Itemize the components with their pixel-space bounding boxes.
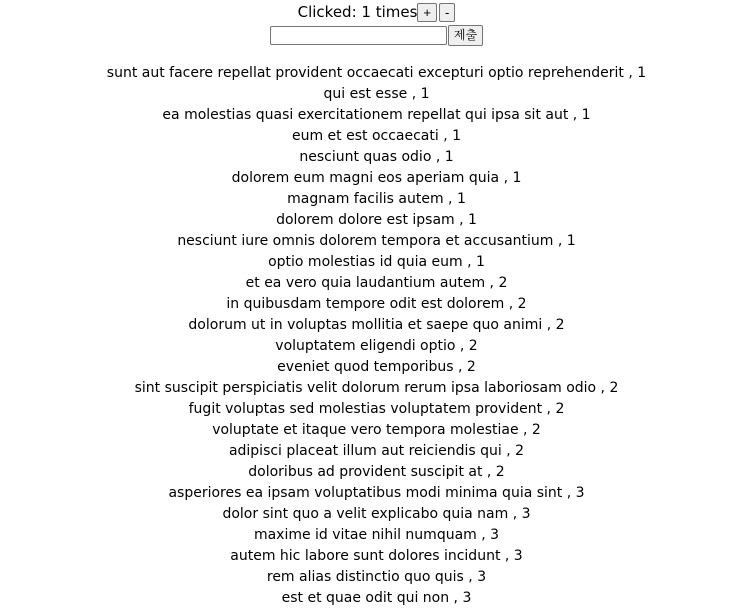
list-item: ea molestias quasi exercitationem repellat qui ipsa sit aut , 1	[162, 107, 591, 123]
list-item: dolorum ut in voluptas mollitia et saepe quo animi , 2	[188, 317, 565, 333]
list-item: et ea vero quia laudantium autem , 2	[245, 275, 508, 291]
list-item: voluptate et itaque vero tempora molestiae , 2	[212, 422, 541, 438]
counter-row	[0, 2, 753, 22]
list-item: dolorem dolore est ipsam , 1	[276, 212, 477, 228]
list-item: qui est esse , 1	[323, 86, 430, 102]
list-item: dolorem eum magni eos aperiam quia , 1	[231, 170, 522, 186]
text-input[interactable]	[270, 26, 447, 45]
list-item: nesciunt quas odio , 1	[299, 149, 454, 165]
list-item: dolor sint quo a velit explicabo quia nam , 3	[222, 506, 531, 522]
click-count-label: Clicked: 1 times	[297, 3, 418, 21]
list-item: magnam facilis autem , 1	[287, 191, 466, 207]
decrement-button[interactable]: -	[439, 3, 455, 22]
list-item: voluptatem eligendi optio , 2	[275, 338, 478, 354]
submit-button[interactable]: 제출	[448, 25, 483, 46]
list-item: autem hic labore sunt dolores incidunt , 3	[230, 548, 523, 564]
list-item: doloribus ad provident suscipit at , 2	[248, 464, 505, 480]
list-item: optio molestias id quia eum , 1	[268, 254, 485, 270]
list-item: eveniet quod temporibus , 2	[277, 359, 476, 375]
list-item: asperiores ea ipsam voluptatibus modi minima quia sint , 3	[168, 485, 585, 501]
list-item: eum et est occaecati , 1	[291, 128, 462, 144]
list-item: sunt aut facere repellat provident occaecati excepturi optio reprehenderit , 1	[106, 65, 647, 81]
list-item: in quibusdam tempore odit est dolorem , 2	[226, 296, 527, 312]
list-item: rem alias distinctio quo quis , 3	[266, 569, 487, 585]
post-list	[0, 63, 753, 609]
list-item: fugit voluptas sed molestias voluptatem provident , 2	[188, 401, 565, 417]
post-form	[0, 25, 753, 46]
list-item: maxime id vitae nihil numquam , 3	[253, 527, 500, 543]
list-item: sint suscipit perspiciatis velit dolorum rerum ipsa laboriosam odio , 2	[134, 380, 619, 396]
list-item: nesciunt iure omnis dolorem tempora et accusantium , 1	[177, 233, 576, 249]
increment-button[interactable]: +	[417, 3, 437, 22]
list-item: est et quae odit qui non , 3	[281, 590, 472, 606]
list-item: adipisci placeat illum aut reiciendis qui , 2	[228, 443, 525, 459]
